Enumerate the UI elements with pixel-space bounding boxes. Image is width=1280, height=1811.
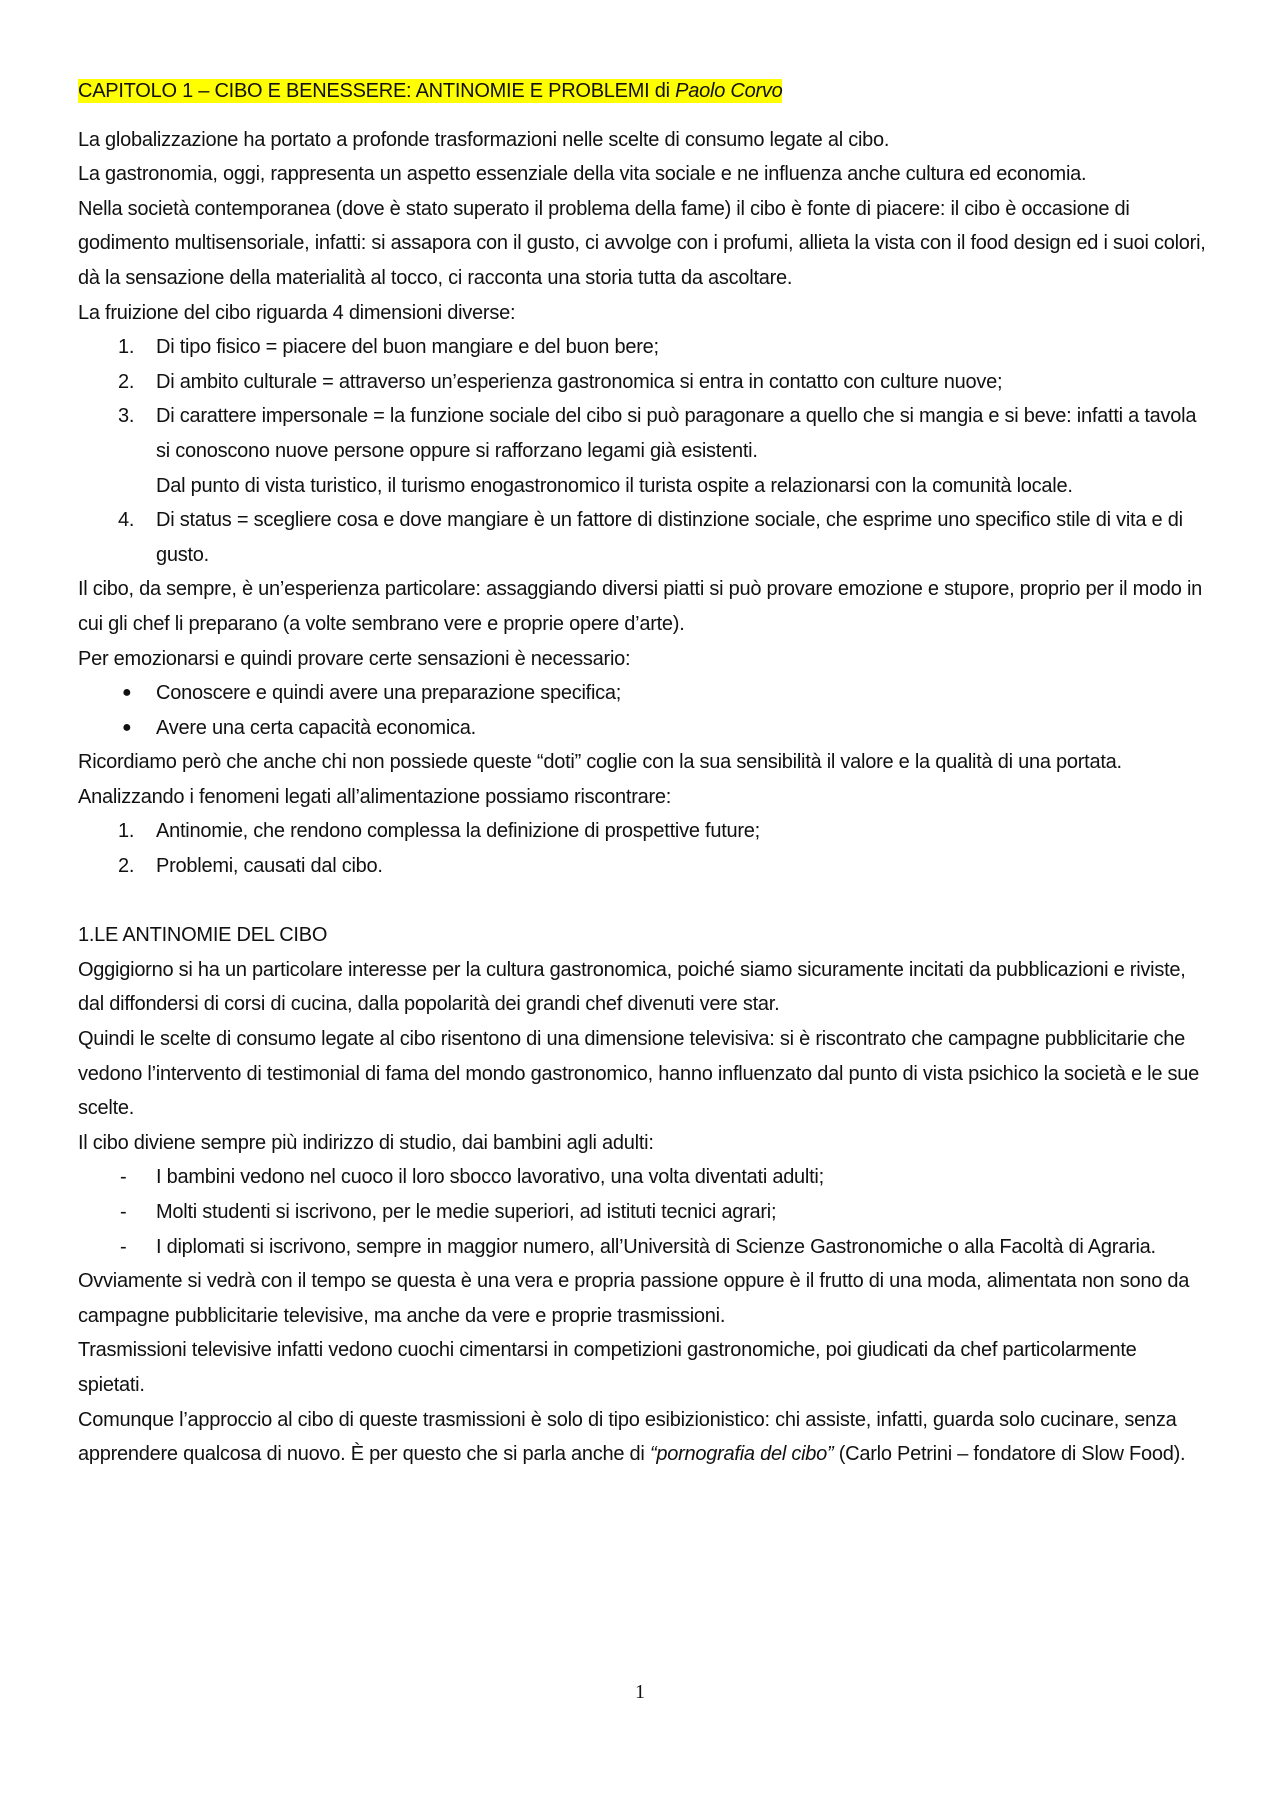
paragraph: Analizzando i fenomeni legati all’alimentazione possiamo riscontrare: [78, 785, 672, 808]
list-text: Di status = scegliere cosa e dove mangiare è un fattore di distinzione sociale, che esprime uno specifico stile di vita e di gusto. [156, 509, 1183, 566]
chapter-title [78, 74, 1208, 109]
paragraph: La fruizione del cibo riguarda 4 dimensioni diverse: [78, 301, 516, 324]
paragraph: La globalizzazione ha portato a profonde trasformazioni nelle scelte di consumo legate al cibo. [78, 128, 890, 151]
list-text-extra: Dal punto di vista turistico, il turismo enogastronomico il turista ospite a relazionarsi con la comunità locale. [156, 474, 1073, 497]
title-author: Paolo Corvo [675, 80, 783, 102]
document-page [78, 74, 1208, 1472]
paragraph: Oggigiorno si ha un particolare interesse per la cultura gastronomica, poiché siamo sicuramente incitati da pubblicazioni e riviste, dal diffondersi di corsi di cucina, dalla popolarità dei grandi chef divenuti vere star. [78, 958, 1186, 1016]
paragraph: Il cibo diviene sempre più indirizzo di studio, dai bambini agli adulti: [78, 1131, 654, 1154]
dash-icon: - [120, 1201, 127, 1223]
paragraph: Il cibo, da sempre, è un’esperienza particolare: assaggiando diversi piatti si può provare emozione e stupore, proprio per il modo in cui gli chef li preparano (a volte sembrano vere e proprie opere d’arte). [78, 578, 1203, 635]
page-number: 1 [635, 1681, 645, 1703]
list-text: Antinomie, che rendono complessa la definizione di prospettive future; [156, 820, 760, 843]
text-after-quote: (Carlo Petrini – fondatore di Slow Food). [833, 1443, 1186, 1466]
list-item [78, 849, 1208, 884]
list-number: 1. [118, 336, 135, 359]
bullet-icon: ● [122, 718, 132, 736]
list-item [78, 814, 1208, 849]
requirements-list [78, 676, 1208, 745]
paragraph: Ricordiamo però che anche chi non possiede queste “doti” coglie con la sua sensibilità il valore e la qualità di una portata. [78, 751, 1122, 774]
list-text: Di ambito culturale = attraverso un’esperienza gastronomica si entra in contatto con culture nuove; [156, 370, 1003, 393]
list-text: Di carattere impersonale = la funzione sociale del cibo si può paragonare a quello che si mangia e si beve: infatti a tavola si conoscono nuove persone oppure si rafforzano legami già esistenti. [156, 405, 1197, 462]
paragraph: Trasmissioni televisive infatti vedono cuochi cimentarsi in competizioni gastronomiche, poi giudicati da chef particolarmente spietati. [78, 1339, 1137, 1396]
list-item [78, 399, 1208, 503]
list-item [78, 330, 1208, 365]
list-item [78, 365, 1208, 400]
list-item [78, 503, 1208, 572]
bullet-icon: ● [122, 684, 132, 702]
title-main: CAPITOLO 1 – CIBO E BENESSERE: ANTINOMIE E PROBLEMI di [78, 80, 676, 102]
list-number: 2. [118, 855, 135, 878]
list-number: 1. [118, 820, 135, 843]
bullet-item [78, 676, 1208, 711]
list-text: Molti studenti si iscrivono, per le medie superiori, ad istituti tecnici agrari; [156, 1201, 777, 1223]
dash-icon: - [120, 1166, 127, 1189]
paragraph: Ovviamente si vedrà con il tempo se questa è una vera e propria passione oppure è il frutto di una moda, alimentata non sono da campagne pubblicitarie televisive, ma anche da vere e proprie trasmissioni. [78, 1270, 1190, 1327]
list-text: I diplomati si iscrivono, sempre in maggior numero, all’Università di Scienze Gastronomiche o alla Facoltà di Agraria. [156, 1235, 1156, 1258]
quote-text: “pornografia del cibo” [649, 1443, 834, 1466]
dimensions-list [78, 330, 1208, 572]
dash-item [78, 1160, 1208, 1195]
list-text: Avere una certa capacità economica. [156, 716, 476, 739]
dash-icon: - [120, 1235, 127, 1258]
paragraph: Per emozionarsi e quindi provare certe sensazioni è necessario: [78, 647, 631, 670]
study-list [78, 1160, 1208, 1264]
list-text: Conoscere e quindi avere una preparazione specifica; [156, 682, 622, 705]
list-number: 4. [118, 509, 135, 532]
paragraph: Nella società contemporanea (dove è stato superato il problema della fame) il cibo è fonte di piacere: il cibo è occasione di godimento multisensoriale, infatti: si assapora con il gusto, ci avvolge con i profumi, allieta la vista con il food design ed i suoi colori, dà la sensazione della materialità al tocco, ci racconta una storia tutta da ascoltare. [78, 197, 1206, 289]
list-text: I bambini vedono nel cuoco il loro sbocco lavorativo, una volta diventati adulti; [156, 1166, 824, 1189]
bullet-item [78, 711, 1208, 746]
title-highlight [78, 79, 782, 103]
paragraph: Quindi le scelte di consumo legate al cibo risentono di una dimensione televisiva: si è riscontrato che campagne pubblicitarie che vedono l’intervento di testimonial di fama del mondo gastronomico, hanno influenzato dal punto di vista psichico la società e le sue scelte. [78, 1028, 1200, 1120]
list-text: Problemi, causati dal cibo. [156, 855, 383, 878]
text-before-quote: Comunque l’approccio al cibo di queste trasmissioni è solo di tipo esibizionistico: chi assiste, infatti, guarda solo cucinare, senza apprendere qualcosa di nuovo. È per questo che si parla anche di [78, 1408, 1177, 1466]
phenomena-list [78, 814, 1208, 883]
list-number: 2. [118, 370, 135, 393]
list-number: 3. [118, 405, 135, 428]
paragraph-last [78, 1403, 1208, 1472]
spacer [78, 884, 1208, 919]
paragraph: La gastronomia, oggi, rappresenta un aspetto essenziale della vita sociale e ne influenza anche cultura ed economia. [78, 163, 1087, 186]
list-text: Di tipo fisico = piacere del buon mangiare e del buon bere; [156, 336, 659, 359]
dash-item [78, 1230, 1208, 1265]
dash-item [78, 1195, 1208, 1230]
section-heading: 1.LE ANTINOMIE DEL CIBO [78, 924, 328, 947]
